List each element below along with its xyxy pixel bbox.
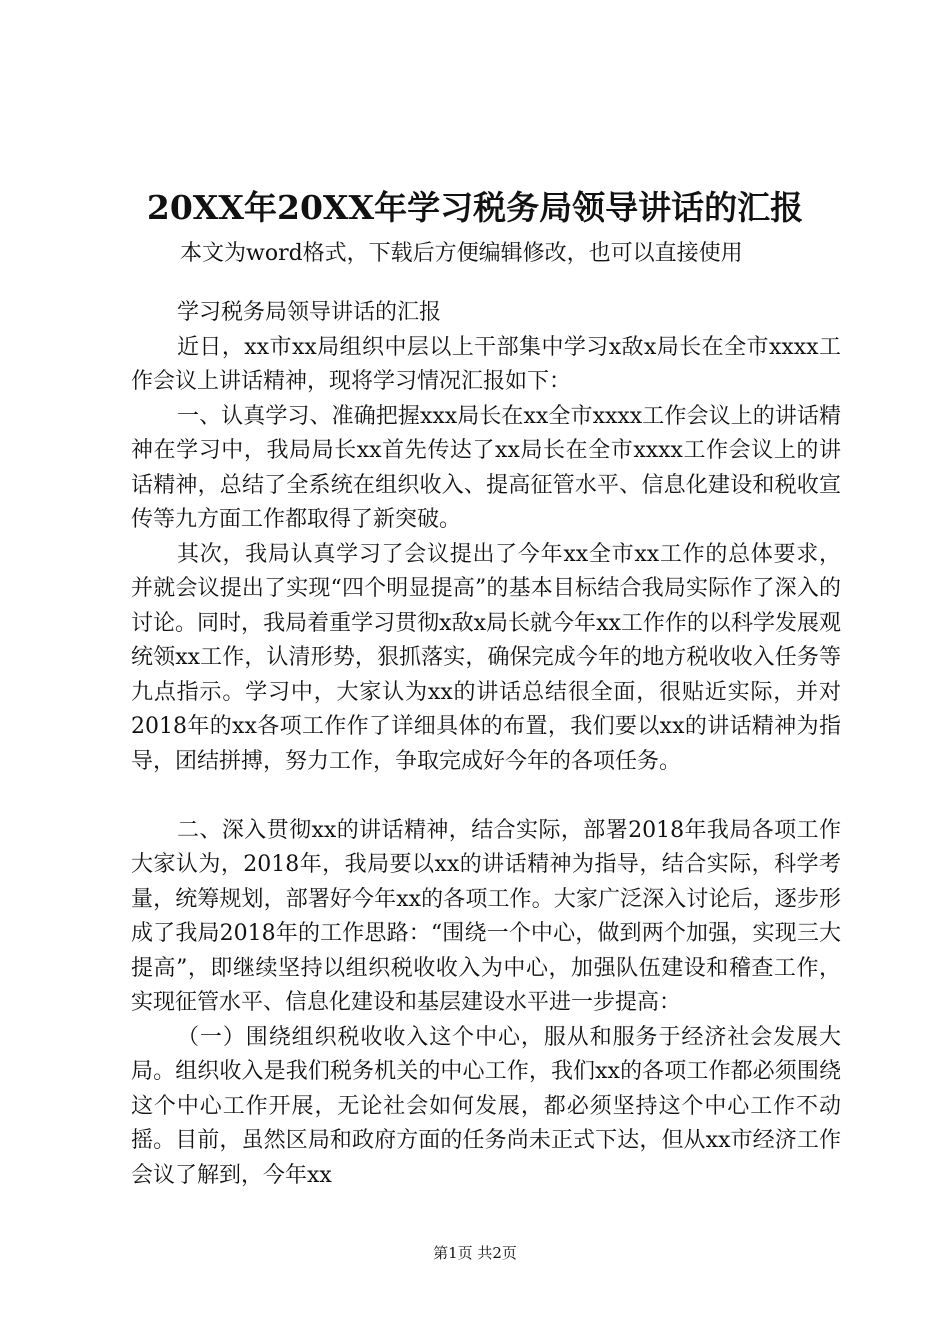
- paragraph-intro: 近日，xx市xx局组织中层以上干部集中学习x敌x局长在全市xxxx工作会议上讲话精神，现将学习情况汇报如下：: [131, 334, 841, 394]
- document-title: 20XX年20XX年学习税务局领导讲话的汇报: [146, 188, 804, 227]
- document-subtitle: 本文为word格式，下载后方便编辑修改，也可以直接使用: [180, 241, 743, 266]
- paragraph-heading: 学习税务局领导讲话的汇报: [177, 300, 442, 325]
- paragraph-subsection-1: （一）围绕组织税收收入这个中心，服从和服务于经济社会发展大局。组织收入是我们税务机关的中心工作，我们xx的各项工作都必须围绕这个中心工作开展，无论社会如何发展，都必须坚持这个中心工作不动摇。目前，虽然区局和政府方面的任务尚未正式下达，但从xx市经济工作会议了解到，今年xx: [131, 1024, 841, 1188]
- paragraph-gap: [131, 779, 841, 814]
- document-body: [131, 296, 841, 1193]
- paragraph-section-1-continued: 其次，我局认真学习了会议提出了今年xx全市xx工作的总体要求，并就会议提出了实现“四个明显提高”的基本目标结合我局实际作了深入的讨论。同时，我局着重学习贯彻x敌x局长就今年xx工作作的以科学发展观统领xx工作，认清形势，狠抓落实，确保完成今年的地方税收收入任务等九点指示。学习中，大家认为xx的讲话总结很全面，很贴近实际，并对2018年的xx各项工作作了详细具体的布置，我们要以xx的讲话精神为指导，团结拼搏，努力工作，争取完成好今年的各项任务。: [131, 541, 841, 774]
- page-footer: 第1页 共2页: [433, 1244, 517, 1262]
- paragraph-section-1: 一、认真学习、准确把握xxx局长在xx全市xxxx工作会议上的讲话精神在学习中，我局局长xx首先传达了xx局长在全市xxxx工作会议上的讲话精神，总结了全系统在组织收入、提高征管水平、信息化建设和税收宣传等九方面工作都取得了新突破。: [131, 403, 841, 532]
- paragraph-section-2: 二、深入贯彻xx的讲话精神，结合实际，部署2018年我局各项工作大家认为，2018年，我局要以xx的讲话精神为指导，结合实际，科学考量，统筹规划，部署好今年xx的各项工作。大家广泛深入讨论后，逐步形成了我局2018年的工作思路：“围绕一个中心，做到两个加强，实现三大提高”，即继续坚持以组织税收收入为中心，加强队伍建设和稽查工作，实现征管水平、信息化建设和基层建设水平进一步提高：: [131, 817, 841, 1015]
